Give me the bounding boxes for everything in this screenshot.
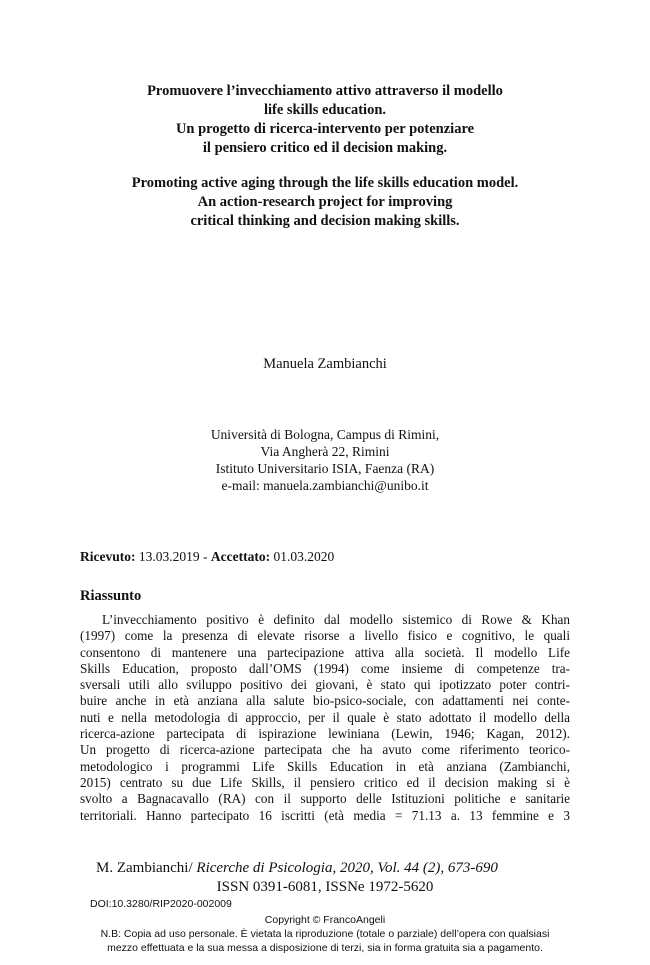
abstract-line: Skills Education, proposto dall’OMS (1994) come insieme di competenze tra- [80, 660, 570, 676]
abstract-line: sversali utili allo sviluppo positivo dei giovani, è stato qui ipotizzato poter contri- [80, 677, 570, 693]
abstract-line: (1997) come la presenza di elevate risorse a livello fisico e cognitivo, le quali [80, 628, 570, 644]
english-title [0, 174, 650, 231]
accepted-label: Accettato: [210, 549, 271, 564]
affiliation-line: Istituto Universitario ISIA, Faenza (RA) [215, 461, 435, 476]
italian-title [0, 82, 650, 158]
abstract-line: nuti e nella metodologia di approccio, per il quale è stato adottato il modello della [80, 709, 570, 725]
accepted-date: 01.03.2020 [270, 549, 335, 564]
italian-title-line: il pensiero critico ed il decision making. [202, 140, 448, 156]
journal-citation [96, 860, 498, 877]
usage-note-line: N.B: Copia ad uso personale. È vietata la riproduzione (totale o parziale) dell’opera con qualsiasi [100, 928, 550, 940]
italian-title-line: Promuovere l’invecchiamento attivo attraverso il modello [147, 83, 503, 99]
received-date: 13.03.2019 - [135, 549, 211, 564]
abstract-line: ricerca-azione partecipata di ispirazione lewiniana (Lewin, 1946; Kagan, 2012). [80, 726, 570, 742]
affiliation-line: Via Angherà 22, Rimini [260, 444, 390, 459]
english-title-line: critical thinking and decision making skills. [190, 213, 460, 229]
abstract-line: consentono di mantenere una partecipazione attiva alla società. Il modello Life [80, 644, 570, 660]
abstract-line: metodologico i programmi Life Skills Education in età anziana (Zambianchi, [80, 758, 570, 774]
author-email: e-mail: manuela.zambianchi@unibo.it [221, 478, 429, 493]
doi-line: DOI:10.3280/RIP2020-002009 [90, 898, 232, 910]
author-affiliation [0, 426, 650, 494]
abstract-body [80, 612, 570, 824]
received-label: Ricevuto: [80, 549, 136, 564]
affiliation-line: Università di Bologna, Campus di Rimini, [210, 427, 440, 442]
usage-note-line: mezzo effettuata e la sua messa a disposizione di terzi, sia in forma gratuita sia a pagamento. [107, 941, 543, 954]
copyright-line: Copyright © FrancoAngeli [264, 914, 386, 926]
italian-title-line: life skills education. [263, 102, 387, 118]
abstract-heading: Riassunto [80, 588, 142, 604]
abstract-line: territoriali. Hanno partecipato 16 iscritti (età media = 71.13 a. 13 femmine e 3 [80, 807, 570, 823]
abstract-line: svolto a Bagnacavallo (RA) con il supporto delle Istituzioni politiche e sanitarie [80, 791, 570, 807]
citation-author: M. Zambianchi/ [96, 860, 193, 876]
abstract-line: Un progetto di ricerca-azione partecipata che ha avuto come riferimento teorico- [80, 742, 570, 758]
citation-journal: Ricerche di Psicologia, 2020, Vol. 44 (2), 673-690 [192, 860, 498, 876]
usage-note [0, 928, 650, 955]
author-name: Manuela Zambianchi [263, 356, 387, 372]
abstract-line: 2015) centrato su due Life Skills, il pensiero critico ed il decision making si è [80, 774, 570, 790]
abstract-line: L’invecchiamento positivo è definito dal modello sistemico di Rowe & Khan [102, 612, 570, 627]
english-title-line: Promoting active aging through the life skills education model. [131, 175, 519, 191]
issn-line: ISSN 0391-6081, ISSNe 1972-5620 [216, 879, 434, 895]
submission-dates [80, 549, 334, 565]
italian-title-line: Un progetto di ricerca-intervento per potenziare [175, 121, 475, 137]
english-title-line: An action-research project for improving [197, 194, 453, 210]
abstract-line: buire anche in età anziana alla salute bio-psico-sociale, con adattamenti nei conte- [80, 693, 570, 709]
